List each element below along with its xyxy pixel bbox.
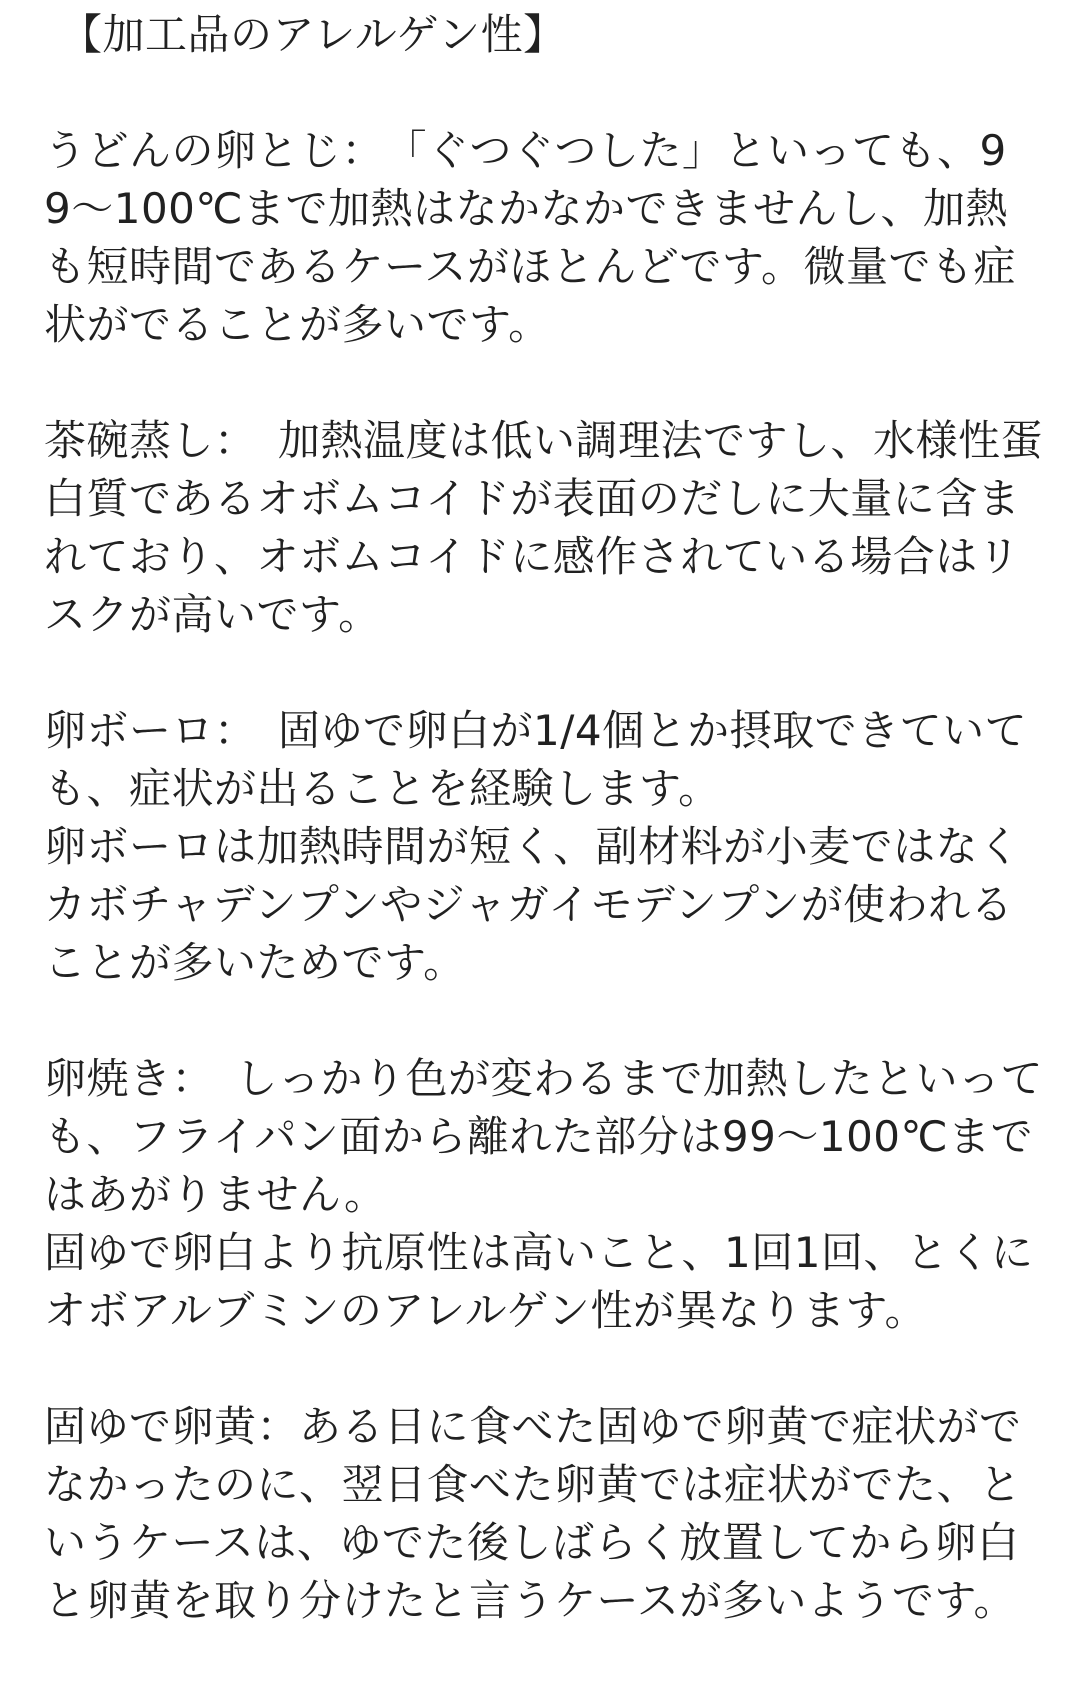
article-title: 【加工品のアレルゲン性】	[60, 10, 566, 59]
section-tamagoyaki	[44, 1050, 1044, 1340]
section-hard-boiled-yolk	[44, 1398, 1044, 1630]
paragraph: 卵ボーロは加熱時間が短く、副材料が小麦ではなくカボチャデンプンやジャガイモデンプンが使われることが多いためです。	[44, 822, 1021, 987]
article-body	[44, 6, 1044, 1688]
paragraph: 卵焼き： しっかり色が変わるまで加熱したといっても、フライパン面から離れた部分は99〜100℃まではあがりません。	[44, 1054, 1044, 1219]
paragraph: 固ゆで卵黄：ある日に食べた固ゆで卵黄で症状がでなかったのに、翌日食べた卵黄では症状がでた、というケースは、ゆでた後しばらく放置してから卵白と卵黄を取り分けたと言うケースが多いようです。	[44, 1402, 1022, 1625]
paragraph: うどんの卵とじ： 「ぐつぐつした」といっても、99〜100℃まで加熱はなかなかできませんし、加熱も短時間であるケースがほとんどです。微量でも症状がでることが多いです。	[44, 126, 1017, 349]
section-udon	[44, 122, 1044, 354]
paragraph: 固ゆで卵白より抗原性は高いこと、1回1回、とくにオボアルブミンのアレルゲン性が異なります。	[44, 1228, 1034, 1335]
section-tamago-boro	[44, 702, 1044, 992]
paragraph: 茶碗蒸し： 加熱温度は低い調理法ですし、水様性蛋白質であるオボムコイドが表面のだしに大量に含まれており、オボムコイドに感作されている場合はリスクが高いです。	[44, 416, 1044, 639]
paragraph: 卵ボーロ： 固ゆで卵白が1/4個とか摂取できていても、症状が出ることを経験します。	[44, 706, 1028, 813]
section-chawanmushi	[44, 412, 1044, 644]
